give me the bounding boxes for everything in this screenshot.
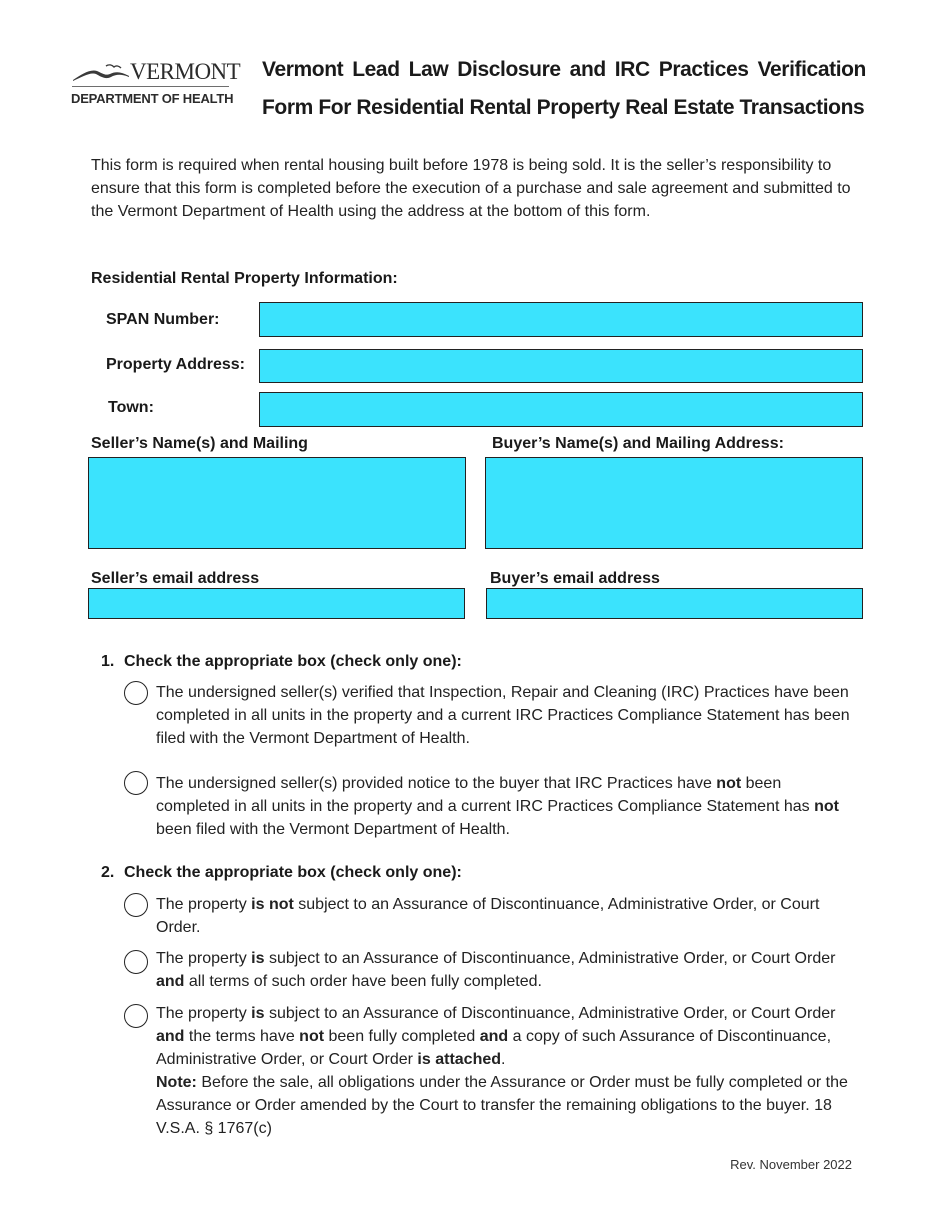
town-field[interactable] <box>259 392 863 427</box>
note-label: Note: <box>156 1074 197 1091</box>
property-info-heading: Residential Rental Property Information: <box>91 270 398 287</box>
intro-paragraph: This form is required when rental housing built before 1978 is being sold. It is the seller’s responsibility to ensure that this form is completed before the execution of a purchase and sale agreement and submitted to the Vermont Department of Health using the address at the bottom of this form. <box>91 157 851 220</box>
q1-option-a-text: The undersigned seller(s) verified that Inspection, Repair and Cleaning (IRC) Practices have been completed in all units in the property and a current IRC Practices Compliance Statement has been filed with the Vermont Department of Health. <box>156 684 850 747</box>
note-text: Before the sale, all obligations under the Assurance or Order must be fully completed or the Assurance or Order amended by the Court to transfer the remaining obligations to the buyer. 18 V.S.A. § 1767(c) <box>156 1074 848 1137</box>
property-address-field[interactable] <box>259 349 863 383</box>
q2-option-c-radio[interactable] <box>124 1004 148 1028</box>
question-1-heading: Check the appropriate box (check only one): <box>124 653 462 670</box>
logo-divider <box>72 86 229 87</box>
form-title-line-2: Form For Residential Rental Property Real Estate Transactions <box>262 96 865 119</box>
mountain-logo-icon <box>72 60 130 82</box>
revision-date: Rev. November 2022 <box>730 1157 852 1172</box>
buyer-email-label: Buyer’s email address <box>490 570 660 587</box>
span-number-field[interactable] <box>259 302 863 337</box>
buyer-email-field[interactable] <box>486 588 863 619</box>
seller-email-label: Seller’s email address <box>91 570 260 587</box>
question-2-number: 2. <box>101 864 115 881</box>
question-1-number: 1. <box>101 653 115 670</box>
seller-email-field[interactable] <box>88 588 465 619</box>
seller-name-address-label: Seller’s Name(s) and Mailing <box>91 435 308 452</box>
q1-option-b-radio[interactable] <box>124 771 148 795</box>
question-2-heading: Check the appropriate box (check only one): <box>124 864 462 881</box>
logo-department-name: DEPARTMENT OF HEALTH <box>71 91 234 106</box>
q2-option-a-radio[interactable] <box>124 893 148 917</box>
q2-option-b-text: The property is subject to an Assurance of Discontinuance, Administrative Order, or Court Order and all terms of such order have been fully completed. <box>156 950 836 990</box>
span-number-label: SPAN Number: <box>106 311 220 328</box>
town-label: Town: <box>108 399 154 416</box>
buyer-name-address-label: Buyer’s Name(s) and Mailing Address: <box>492 435 784 452</box>
q2-option-c-text: The property is subject to an Assurance of Discontinuance, Administrative Order, or Court Order and the terms have not been fully completed and a copy of such Assurance of Discontinuance, Administrative Order, or Court Order is attached. Note: Before the sale, all obligations under the Assurance or Order must be fully completed or the Assurance or Order amended by the Court to transfer the remaining obligations to the buyer. 18 V.S.A. § 1767(c) <box>156 1005 848 1137</box>
logo-wordmark: VERMONT <box>130 59 241 84</box>
q2-option-a-text: The property is not subject to an Assurance of Discontinuance, Administrative Order, or Court Order. <box>156 896 820 936</box>
q1-option-a-radio[interactable] <box>124 681 148 705</box>
q1-option-b-text: The undersigned seller(s) provided notice to the buyer that IRC Practices have not been completed in all units in the property and a current IRC Practices Compliance Statement has not been filed with the Vermont Department of Health. <box>156 775 839 838</box>
buyer-name-address-field[interactable] <box>485 457 863 549</box>
form-title-line-1: Vermont Lead Law Disclosure and IRC Practices Verification <box>262 58 866 81</box>
q2-option-b-radio[interactable] <box>124 950 148 974</box>
seller-name-address-field[interactable] <box>88 457 466 549</box>
property-address-label: Property Address: <box>106 356 245 373</box>
